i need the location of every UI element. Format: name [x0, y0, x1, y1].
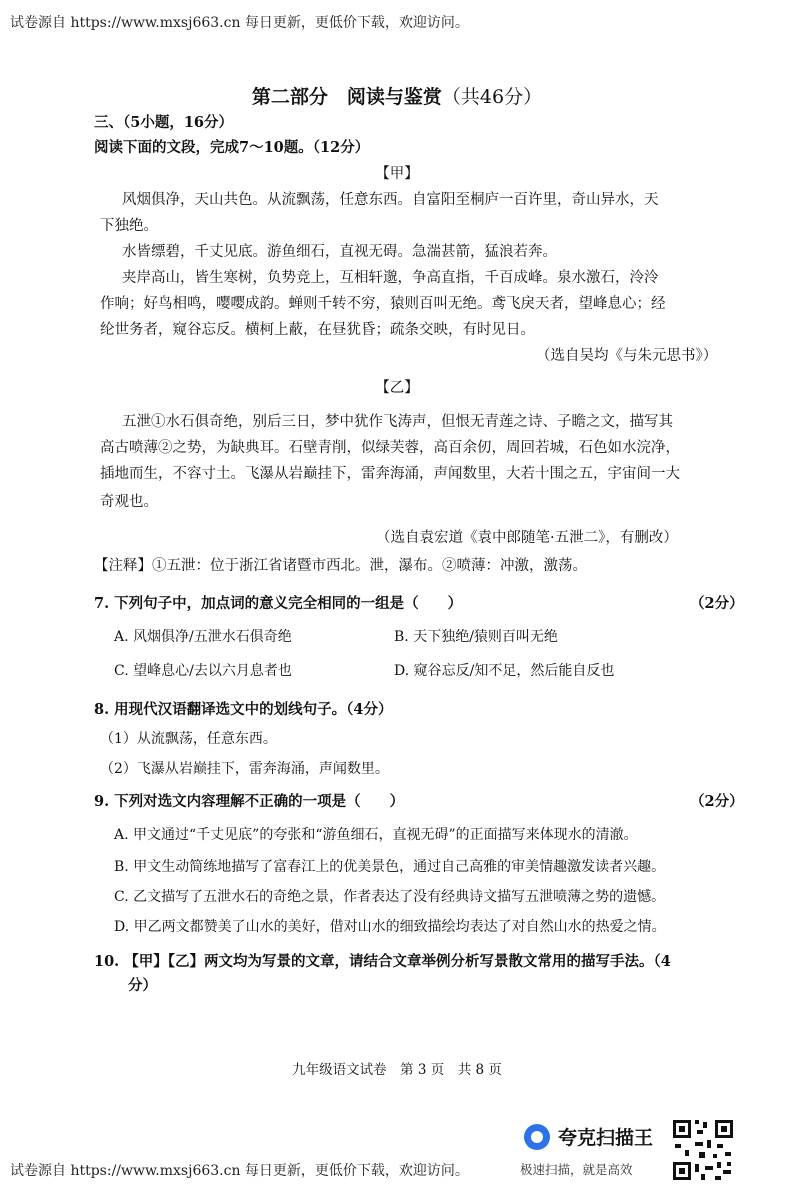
question-9-option-a: A. 甲文通过“千丈见底”的夸张和“游鱼细石，直视无碍”的正面描写来体现水的清澈。: [114, 827, 638, 843]
passage-jia-line: 下独绝。: [100, 218, 158, 234]
passage-jia-label: 【甲】: [375, 166, 419, 182]
page-footer: 九年级语文试卷 第 3 页 共 8 页: [292, 1062, 502, 1078]
question-9-points: （2分）: [690, 793, 744, 810]
passage-jia-source: （选自吴均《与朱元思书》）: [536, 348, 718, 364]
question-7-option-a: A. 风烟俱净/五泄水石俱奇绝: [114, 629, 292, 645]
question-7-option-d: D. 窥谷忘反/知不足，然后能自反也: [394, 663, 615, 679]
question-9-option-b: B. 甲文生动简练地描写了富春江上的优美景色，通过自己高雅的审美情趣激发读者兴趣。: [114, 859, 666, 875]
question-8-item-2: （2）飞瀑从岩巅挂下，雷奔海涌，声闻数里。: [100, 761, 389, 777]
passage-yi-source: （选自袁宏道《袁中郎随笔·五泄二》，有删改）: [376, 530, 678, 546]
source-header: 试卷源自 https://www.mxsj663.cn 每日更新，更低价下载，欢迎访问。: [10, 15, 469, 31]
part-title-main: 第二部分 阅读与鉴赏: [251, 86, 442, 108]
passage-yi-line: 奇观也。: [100, 494, 158, 510]
question-10-stem: 10. 【甲】【乙】两文均为写景的文章，请结合文章举例分析写景散文常用的描写手法。（4: [94, 953, 671, 970]
scanner-logo-slogan: 极速扫描，就是高效: [520, 1162, 633, 1177]
question-8-item-1: （1）从流飘荡，任意东西。: [100, 731, 277, 747]
section-instruction: 阅读下面的文段，完成7～10题。（12分）: [94, 139, 370, 156]
question-7-option-b: B. 天下独绝/猿则百叫无绝: [394, 629, 558, 645]
question-7-points: （2分）: [690, 595, 744, 612]
question-7-stem: 7. 下列句子中，加点词的意义完全相同的一组是（ ）: [94, 595, 463, 612]
part-title-points: （共46分）: [441, 86, 543, 108]
passage-jia-line: 纶世务者，窥谷忘反。横柯上蔽，在昼犹昏；疏条交映，有时见日。: [100, 322, 535, 338]
question-9-option-c: C. 乙文描写了五泄水石的奇绝之景，作者表达了没有经典诗文描写五泄喷薄之势的遗憾。: [114, 889, 666, 905]
part-title: [0, 82, 794, 109]
question-9-option-d: D. 甲乙两文都赞美了山水的美好，借对山水的细致描绘均表达了对自然山水的热爱之情。: [114, 919, 666, 935]
passage-yi-label: 【乙】: [375, 380, 419, 396]
question-7-option-c: C. 望峰息心/去以六月息者也: [114, 663, 292, 679]
passage-jia-line: 水皆缥碧，千丈见底。游鱼细石，直视无碍。急湍甚箭，猛浪若奔。: [122, 244, 557, 260]
passage-yi-line: 插地而生，不容寸土。飞瀑从岩巅挂下，雷奔海涌，声闻数里，大若十围之五，宇宙间一大: [100, 466, 680, 482]
section-heading: 三、（5小题，16分）: [94, 114, 234, 131]
passage-jia-line: 夹岸高山，皆生寒树，负势竞上，互相轩邈，争高直指，千百成峰。泉水激石，泠泠: [122, 270, 659, 286]
qr-code-icon: [671, 1118, 735, 1182]
passage-yi-note: 【注释】①五泄：位于浙江省诸暨市西北。泄，瀑布。②喷薄：冲激，激荡。: [94, 558, 587, 574]
question-9-stem: 9. 下列对选文内容理解不正确的一项是（ ）: [94, 793, 405, 810]
source-footer: 试卷源自 https://www.mxsj663.cn 每日更新，更低价下载，欢迎访问。: [10, 1163, 469, 1179]
scanner-logo-name: 夸克扫描王: [558, 1127, 654, 1149]
question-8-stem: 8. 用现代汉语翻译选文中的划线句子。（4分）: [94, 701, 393, 718]
question-10-stem-cont: 分）: [128, 977, 157, 994]
scanner-logo-icon: [524, 1124, 550, 1150]
passage-jia-line: 风烟俱净，天山共色。从流飘荡，任意东西。自富阳至桐庐一百许里，奇山异水，天: [122, 192, 659, 208]
passage-yi-line: 高古喷薄②之势，为缺典耳。石壁青削，似绿芙蓉，高百余仞，周回若城，石色如水浣净，: [100, 440, 680, 456]
passage-yi-line: 五泄①水石俱奇绝，别后三日，梦中犹作飞涛声，但恨无青莲之诗、子瞻之文，描写其: [122, 414, 673, 430]
scanner-logo: [520, 1122, 670, 1182]
passage-jia-line: 作响；好鸟相鸣，嘤嘤成韵。蝉则千转不穷，猿则百叫无绝。鸢飞戾天者，望峰息心；经: [100, 296, 666, 312]
